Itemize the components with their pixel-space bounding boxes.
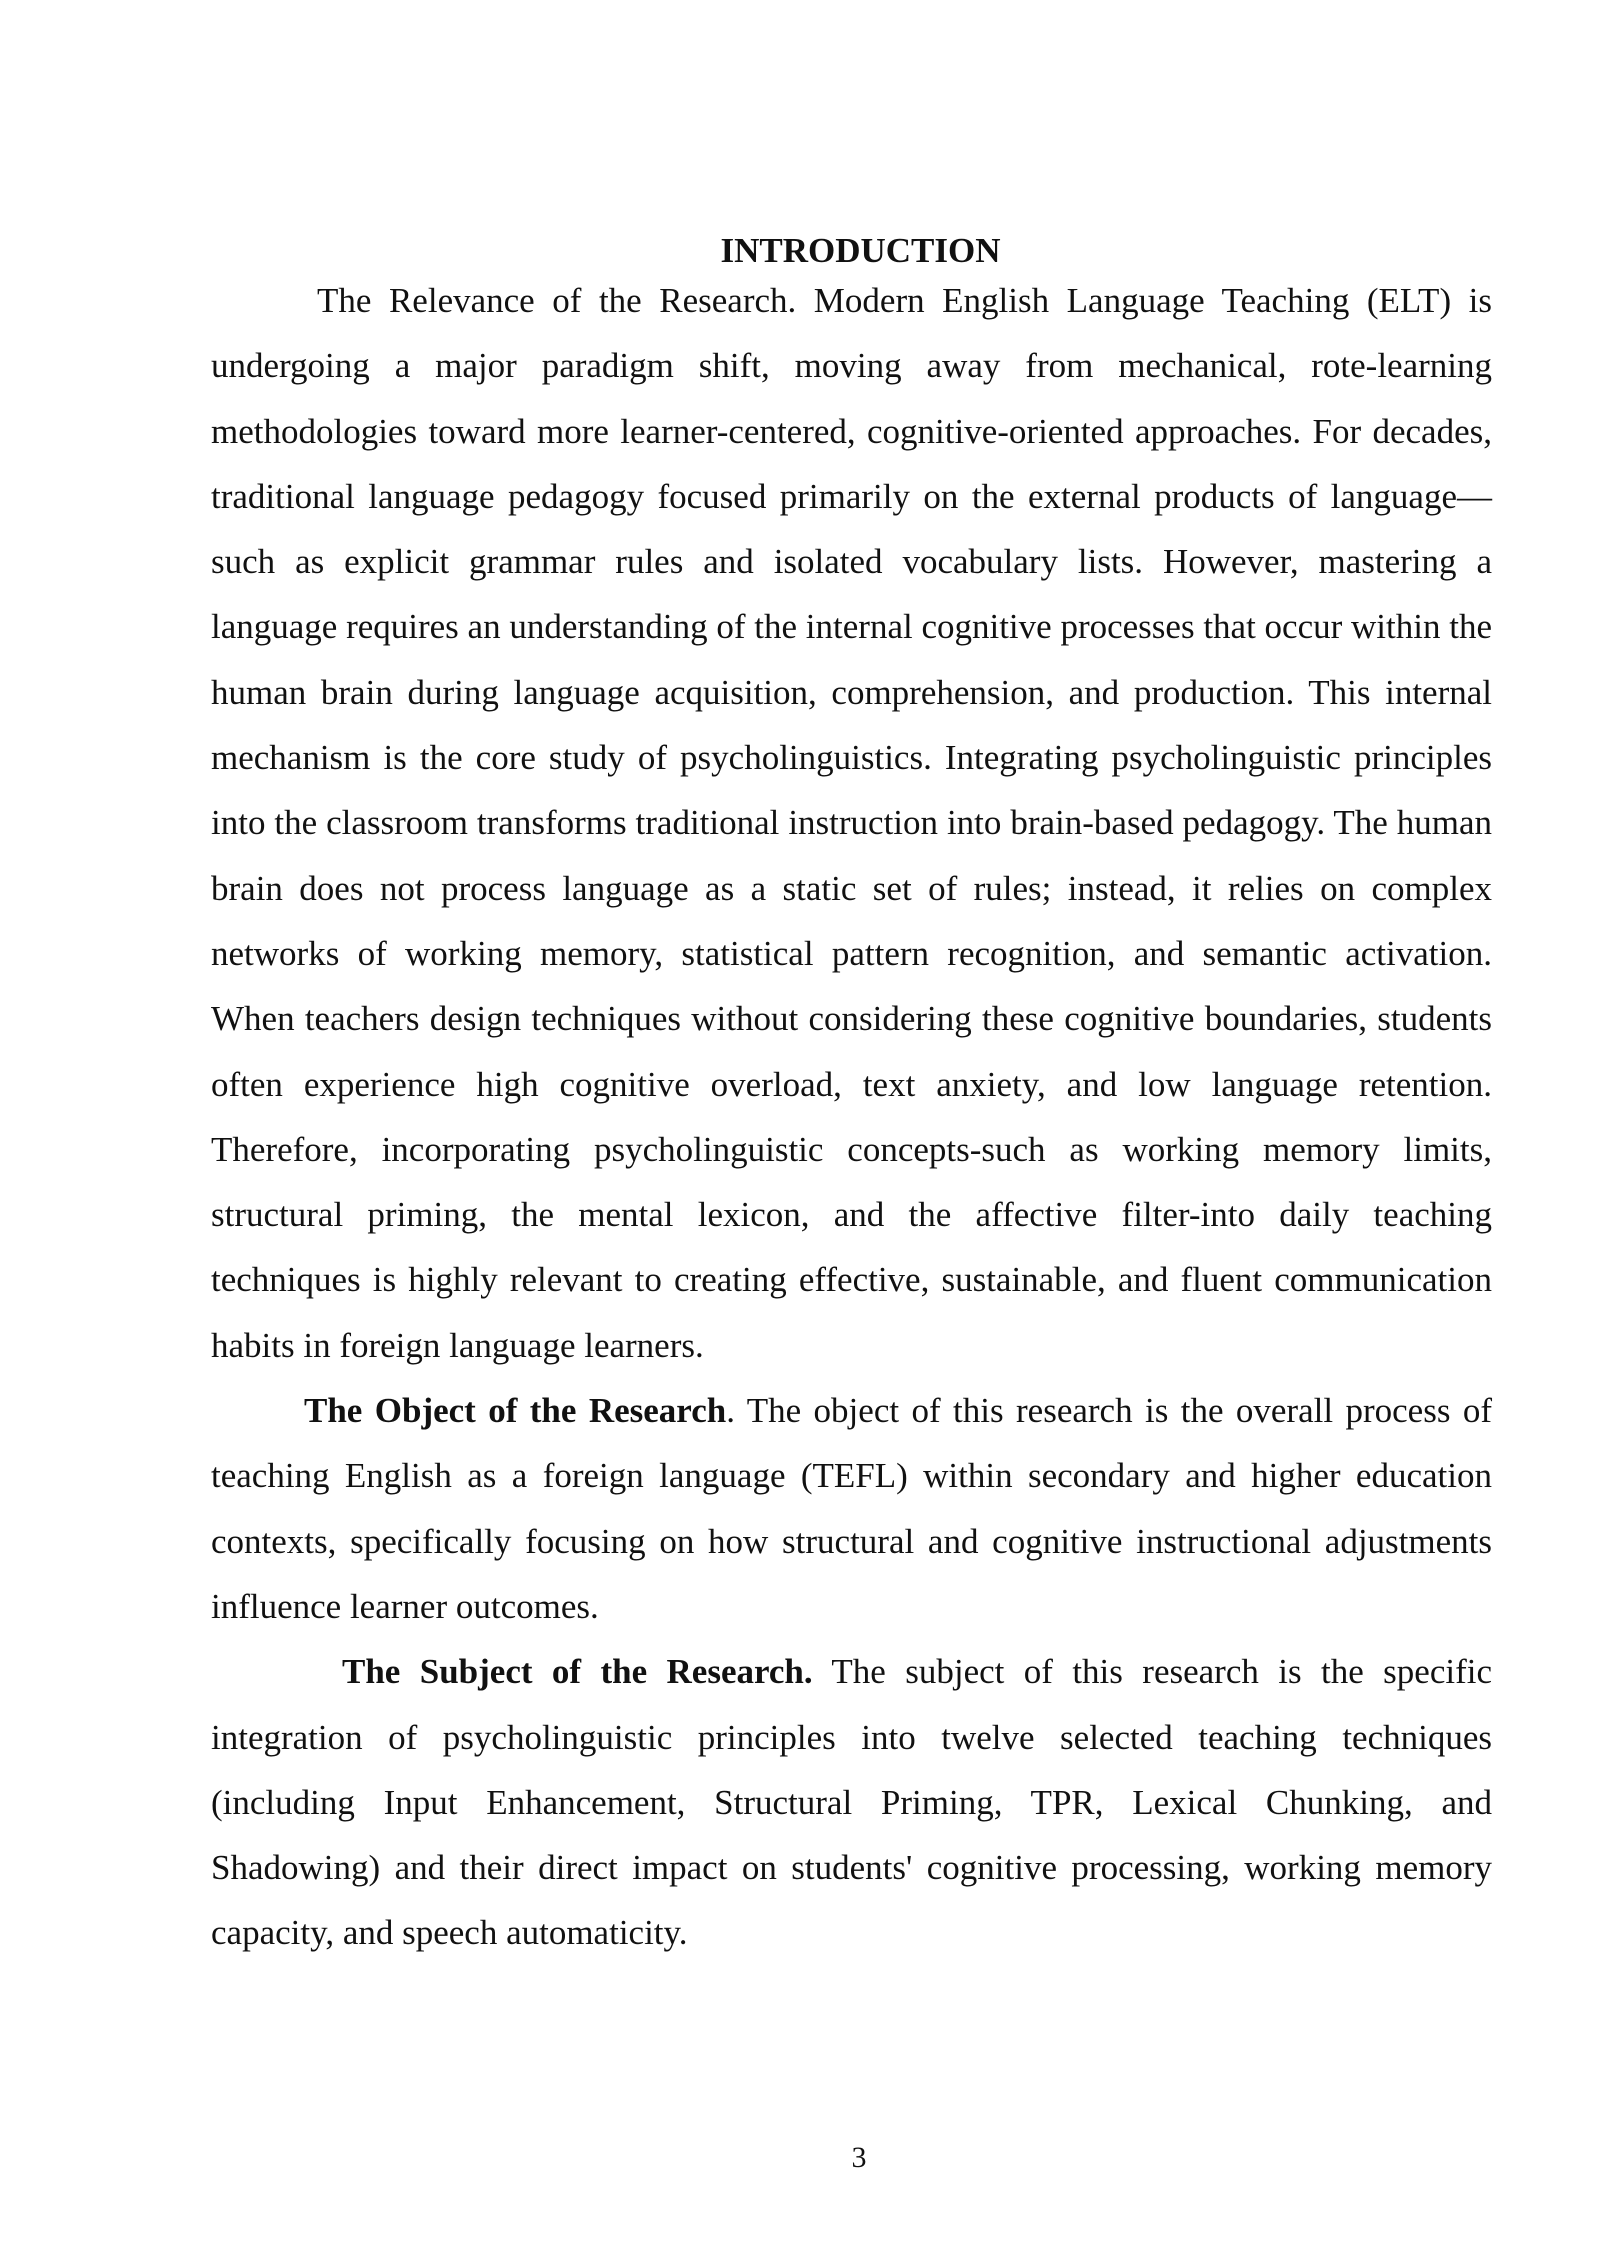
page-number: 3 — [851, 2141, 867, 2174]
paragraph-subject-text: The subject of this research is the specific integration of psycholinguistic principles into twelve selected teaching techniques (including Input Enhancement, Structural Priming, TPR, Lexical Chunking, and Shadowing) and their direct impact on students' cognitive processing, working memory capacity, and speech automaticity. — [211, 1652, 1492, 1953]
paragraph-subject — [211, 1639, 1492, 1965]
page-title: INTRODUCTION — [720, 231, 1001, 270]
paragraph-subject-label: The Subject of the Research. — [342, 1652, 813, 1692]
paragraph-object — [211, 1378, 1492, 1639]
page-body — [211, 224, 1492, 1966]
paragraph-object-text: . The object of this research is the overall process of teaching English as a foreign language (TEFL) within secondary and higher education contexts, specifically focusing on how structural and cognitive instructional adjustments influence learner outcomes. — [211, 1391, 1492, 1626]
paragraph-object-label: The Object of the Research — [304, 1391, 727, 1431]
paragraph-relevance: The Relevance of the Research. Modern English Language Teaching (ELT) is undergoing a major paradigm shift, moving away from mechanical, rote-learning methodologies toward more learner-centered, cognitive-oriented approaches. For decades, traditional language pedagogy focused primarily on the external products of language—such as explicit grammar rules and isolated vocabulary lists. However, mastering a language requires an understanding of the internal cognitive processes that occur within the human brain during language acquisition, comprehension, and production. This internal mechanism is the core study of psycholinguistics. Integrating psycholinguistic principles into the classroom transforms traditional instruction into brain-based pedagogy. The human brain does not process language as a static set of rules; instead, it relies on complex networks of working memory, statistical pattern recognition, and semantic activation. When teachers design techniques without considering these cognitive boundaries, students often experience high cognitive overload, text anxiety, and low language retention. Therefore, incorporating psycholinguistic concepts-such as working memory limits, structural priming, the mental lexicon, and the affective filter-into daily teaching techniques is highly relevant to creating effective, sustainable, and fluent communication habits in foreign language learners. — [211, 281, 1492, 1365]
